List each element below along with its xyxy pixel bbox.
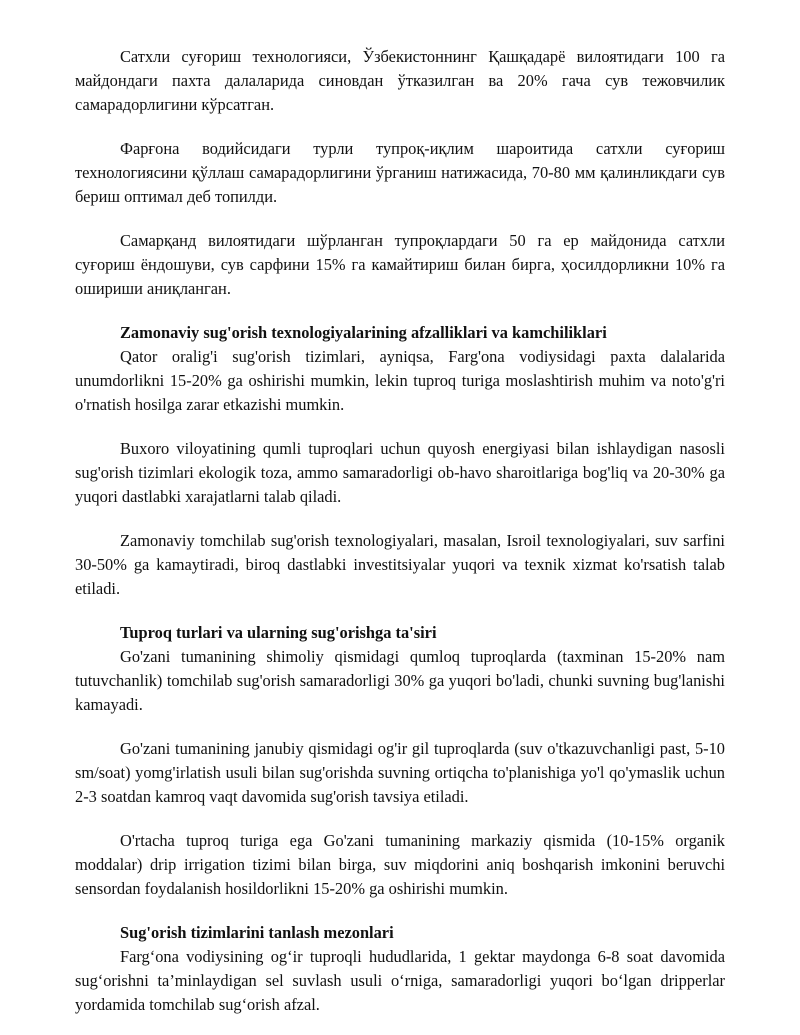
- paragraph-fergana-drip: Farg‘ona vodiysining og‘ir tuproqli hududlarida, 1 gektar maydonga 6-8 soat davomida sug‘orishni ta’minlaydigan sel suvlash usuli o‘rniga, samaradorligi yuqori bo‘lgan dripperlar yordamida tomchilab sug‘orish afzal.: [75, 947, 725, 1014]
- paragraph-samarkand: Самарқанд вилоятидаги шўрланган тупроқлардаги 50 га ер майдонида сатхли суғориш ёндошуви, сув сарфини 15% га камайтириш билан бирга, ҳосилдорликни 10% га ошириши аниқланган.: [75, 231, 725, 298]
- section-heading-soil-types: Tuproq turlari va ularning sug'orishga ta'siri: [120, 623, 437, 642]
- paragraph-south-clay: Go'zani tumanining janubiy qismidagi og'ir gil tuproqlarda (suv o'tkazuvchanligi past, 5-10 sm/soat) yomg'irlatish usuli bilan sug'orishda suvning ortiqcha to'planishiga yo'l qo'ymaslik uchun 2-3 soatdan kamroq vaqt davomida sug'orish tavsiya etiladi.: [75, 739, 725, 806]
- paragraph-central-organic: O'rtacha tuproq turiga ega Go'zani tumanining markaziy qismida (10-15% organik moddalar) drip irrigation tizimi bilan birga, suv miqdorini aniq boshqarish imkonini beruvchi sensordan foydalanish hosildorlikni 15-20% ga oshirishi mumkin.: [75, 831, 725, 898]
- paragraph-row-spacing: Qator oralig'i sug'orish tizimlari, ayniqsa, Farg'ona vodiysidagi paxta dalalarida unumdorlikni 15-20% ga oshirishi mumkin, lekin tuproq turiga moslashtirish muhim va noto'g'ri o'rnatish hosilga zarar etkazishi mumkin.: [75, 347, 725, 414]
- paragraph-fergana-valley: Фарғона водийсидаги турли тупроқ-иқлим шароитида сатхли суғориш технологиясини қўллаш самарадорлигини ўрганиш натижасида, 70-80 мм қалинликдаги сув бериш оптимал деб топилди.: [75, 139, 725, 206]
- paragraph-kashkadarya: Сатхли суғориш технологияси, Ўзбекистоннинг Қашқадарё вилоятидаги 100 га майдондаги пахта далаларида синовдан ўтказилган ва 20% гача сув тежовчилик самарадорлигини кўрсатган.: [75, 47, 725, 114]
- paragraph-drip-israel: Zamonaviy tomchilab sug'orish texnologiyalari, masalan, Isroil texnologiyalari, suv sarfini 30-50% ga kamaytiradi, biroq dastlabki investitsiyalar yuqori va texnik xizmat ko'rsatish talab etiladi.: [75, 531, 725, 598]
- paragraph-bukhara-solar: Buxoro viloyatining qumli tuproqlari uchun quyosh energiyasi bilan ishlaydigan nasosli sug'orish tizimlari ekologik toza, ammo samaradorligi ob-havo sharoitlariga bog'liq va 20-30% ga yuqori dastlabki xarajatlarni talab qiladi.: [75, 439, 725, 506]
- paragraph-north-sandy: Go'zani tumanining shimoliy qismidagi qumloq tuproqlarda (taxminan 15-20% nam tutuvchanlik) tomchilab sug'orish samaradorligi 30% ga yuqori bo'ladi, chunki suvning bug'lanishi kamayadi.: [75, 647, 725, 714]
- document-page: [75, 45, 725, 1017]
- section-heading-modern-tech: Zamonaviy sug'orish texnologiyalarining afzalliklari va kamchiliklari: [120, 323, 607, 342]
- section-heading-selection-criteria: Sug'orish tizimlarini tanlash mezonlari: [120, 923, 394, 942]
